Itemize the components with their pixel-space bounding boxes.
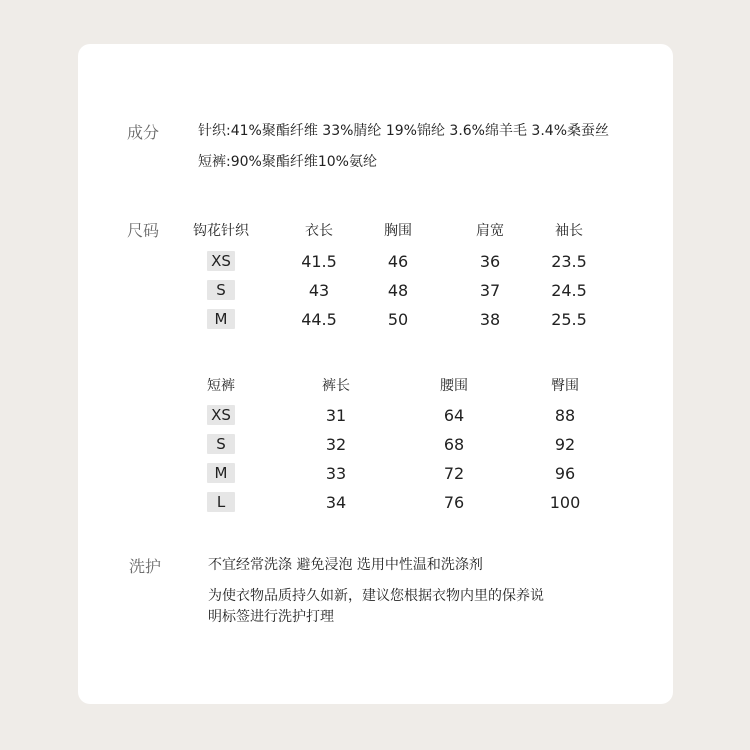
- care-line-2b: 明标签进行洗护打理: [208, 609, 334, 625]
- table-cell: 72: [443, 464, 465, 483]
- table-cell: 100: [549, 493, 581, 512]
- care-line-1: 不宜经常洗涤 避免浸泡 选用中性温和洗涤剂: [208, 557, 483, 573]
- table-cell: 43: [308, 281, 330, 300]
- bottom-size-s: S: [207, 434, 235, 454]
- table-cell: 48: [387, 281, 409, 300]
- table-cell: 41.5: [301, 252, 337, 271]
- table-cell: 68: [443, 435, 465, 454]
- table-cell: 88: [554, 406, 576, 425]
- table-cell: 46: [387, 252, 409, 271]
- table-cell: 76: [443, 493, 465, 512]
- table-cell: 31: [325, 406, 347, 425]
- top-header-shoulder: 肩宽: [476, 223, 504, 239]
- bottom-header-length: 裤长: [322, 378, 350, 394]
- care-line-2a: 为使衣物品质持久如新，建议您根据衣物内里的保养说: [208, 588, 544, 604]
- top-header-length: 衣长: [305, 223, 333, 239]
- table-cell: 37: [479, 281, 501, 300]
- top-header-item: 钩花针织: [193, 223, 249, 239]
- table-cell: 33: [325, 464, 347, 483]
- size-label: 尺码: [127, 221, 160, 240]
- composition-knit: 针织:41%聚酯纤维 33%腈纶 19%锦纶 3.6%绵羊毛 3.4%桑蚕丝: [198, 123, 610, 139]
- table-cell: 38: [479, 310, 501, 329]
- bottom-size-l: L: [207, 492, 235, 512]
- table-cell: 32: [325, 435, 347, 454]
- table-cell: 44.5: [301, 310, 337, 329]
- bottom-size-m: M: [207, 463, 235, 483]
- table-cell: 34: [325, 493, 347, 512]
- top-size-xs: XS: [207, 251, 235, 271]
- top-size-s: S: [207, 280, 235, 300]
- top-size-m: M: [207, 309, 235, 329]
- table-cell: 96: [554, 464, 576, 483]
- spec-card: [78, 44, 673, 704]
- bottom-header-hip: 臀围: [551, 378, 579, 394]
- bottom-header-item: 短裤: [207, 378, 235, 394]
- table-cell: 36: [479, 252, 501, 271]
- top-header-sleeve: 袖长: [555, 223, 583, 239]
- table-cell: 25.5: [551, 310, 587, 329]
- table-cell: 64: [443, 406, 465, 425]
- bottom-size-xs: XS: [207, 405, 235, 425]
- top-header-chest: 胸围: [384, 223, 412, 239]
- table-cell: 92: [554, 435, 576, 454]
- table-cell: 23.5: [551, 252, 587, 271]
- care-label: 洗护: [129, 557, 162, 576]
- composition-label: 成分: [127, 123, 160, 142]
- composition-shorts: 短裤:90%聚酯纤维10%氨纶: [198, 154, 377, 170]
- table-cell: 24.5: [551, 281, 587, 300]
- bottom-header-waist: 腰围: [440, 378, 468, 394]
- table-cell: 50: [387, 310, 409, 329]
